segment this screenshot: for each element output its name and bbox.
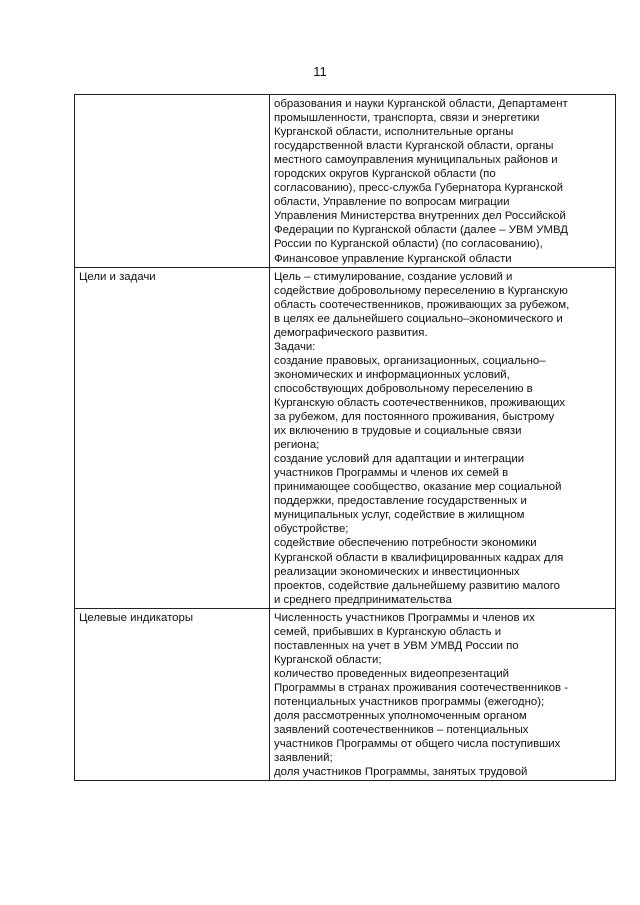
content-line: семей, прибывших в Курганскую область и [274,625,502,638]
content-line: доля рассмотренных уполномоченным органом [274,710,527,723]
content-line: Задачи: [274,340,316,353]
content-line: промышленности, транспорта, связи и энергетики [274,112,540,125]
table-row [75,608,616,781]
content-line: принимающее сообщество, оказание мер социальной [274,481,562,494]
content-line: Цель – стимулирование, создание условий и [274,270,513,283]
page-number: 11 [313,64,327,79]
content-line: Курганской области; [274,653,382,666]
content-line: заявлений; [274,752,333,765]
table-row [75,95,616,268]
content-line: образования и науки Курганской области, Департамент [274,98,568,110]
content-line: проектов, содействие дальнейшему развитию малого [274,579,560,592]
content-line: Программы в странах проживания соотечественников - [274,681,569,694]
content-line: региона; [274,439,320,452]
content-line: Финансовое управление Курганской области [274,252,512,265]
content-line: России по Курганской области) (по согласованию), [274,238,543,251]
content-line: демографического развития. [274,326,428,339]
content-line: создание условий для адаптации и интеграции [274,453,525,466]
row-label: Цели и задачи [75,267,270,608]
row-label: Целевые индикаторы [75,608,270,781]
table-row [75,267,616,608]
content-line: потенциальных участников программы (ежегодно); [274,695,545,708]
content-line: области, Управление по вопросам миграции [274,196,510,209]
content-line: содействие добровольному переселению в Курганскую [274,284,568,297]
content-line: Численность участников Программы и членов их [274,611,535,624]
content-line: обустройстве; [274,523,349,536]
content-line: Курганской области в квалифицированных кадрах для [274,551,564,564]
row-content [270,608,616,781]
content-line: количество проведенных видеопрезентаций [274,667,509,680]
content-line: муниципальных услуг, содействие в жилищном [274,509,525,522]
content-line: реализации экономических и инвестиционных [274,565,520,578]
row-label [75,95,270,268]
content-line: и среднего предпринимательства [274,593,452,606]
content-line: Курганской области, исполнительные органы [274,126,514,139]
content-line: заявлений соотечественников – потенциальных [274,724,529,737]
content-line: поставленных на учет в УВМ УМВД России по [274,639,519,652]
content-line: поддержки, предоставление государственных и [274,495,527,508]
table-body [75,95,616,781]
content-line: их включению в трудовые и социальные связи [274,425,522,438]
content-line: согласованию), пресс-служба Губернатора Курганской [274,182,563,195]
content-line: содействие обеспечению потребности экономики [274,537,537,550]
content-line: Курганскую область соотечественников, проживающих [274,396,566,409]
content-line: городских округов Курганской области (по [274,168,496,181]
content-line: доля участников Программы, занятых трудовой [274,766,528,779]
row-content [270,267,616,608]
content-line: создание правовых, организационных, социально– [274,354,546,367]
content-line: Федерации по Курганской области (далее – УВМ УМВД [274,224,569,237]
content-line: государственной власти Курганской области, органы [274,140,554,153]
content-line: участников Программы и членов их семей в [274,467,509,480]
content-line: способствующих добровольному переселению в [274,382,533,395]
content-line: область соотечественников, проживающих за рубежом, [274,298,570,311]
content-line: за рубежом, для постоянного проживания, быстрому [274,411,555,424]
content-line: Управления Министерства внутренних дел Российской [274,210,566,223]
content-line: экономических и информационных условий, [274,368,510,381]
content-line: в целях ее дальнейшего социально–экономического и [274,312,563,325]
program-passport-table [74,94,616,781]
content-line: участников Программы от общего числа поступивших [274,738,561,751]
content-line: местного самоуправления муниципальных районов и [274,154,558,167]
row-content [270,95,616,268]
